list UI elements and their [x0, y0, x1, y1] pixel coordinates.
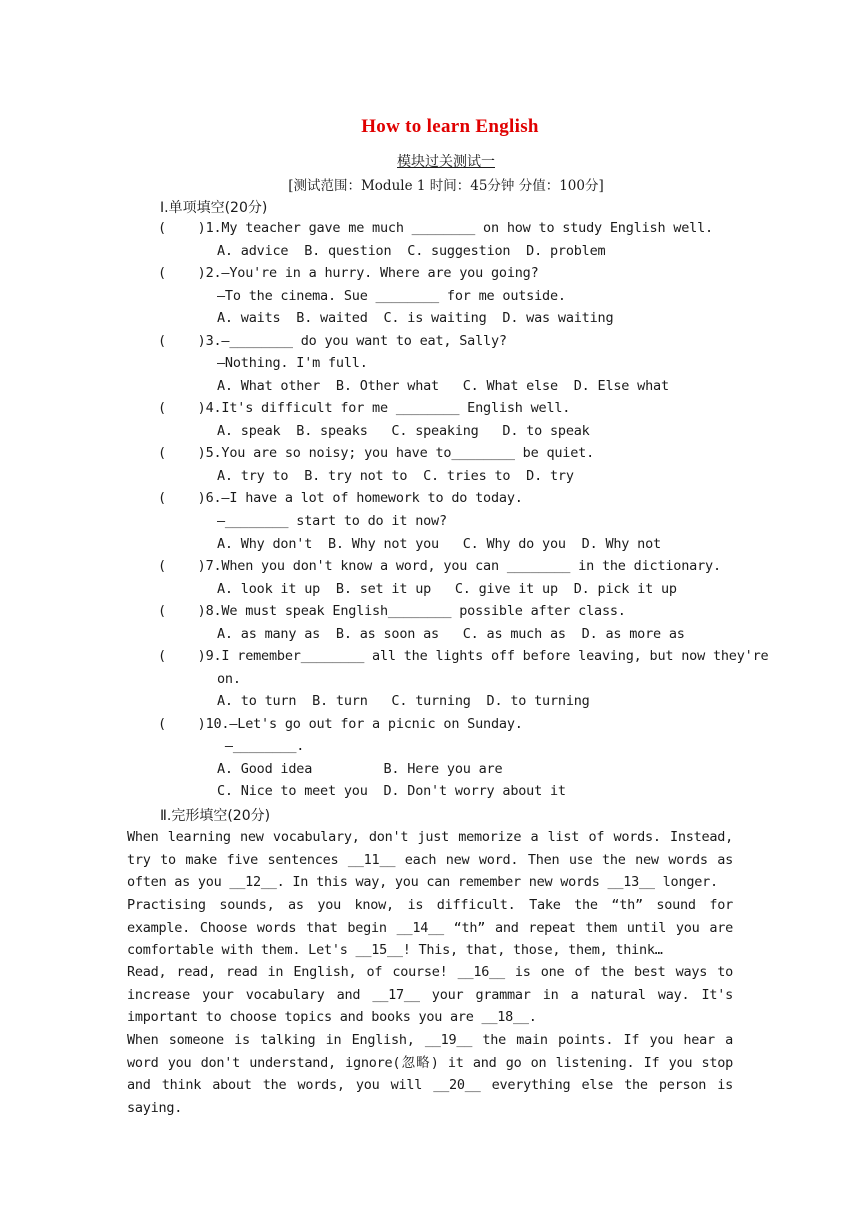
- cloze-paragraph-2: Practising sounds, as you know, is difficult. Take the “th” sound for example. Choose words that begin __14__ “th” and repeat them until you are comfortable with them. Let's __15__! This, that, those, them, think…: [127, 897, 733, 959]
- question-10-options: A. Good idea B. Here you are: [217, 761, 503, 777]
- cloze-paragraph-1: When learning new vocabulary, don't just memorize a list of words. Instead, try to make five sentences __11__ each new word. Then use the new words as often as you __12__. In this way, you can remember new words __13__ longer.: [127, 829, 733, 891]
- question-6-options: A. Why don't B. Why not you C. Why do you D. Why not: [217, 536, 661, 552]
- question-10-options-2: C. Nice to meet you D. Don't worry about it: [217, 783, 566, 799]
- question-9-stem: ( )9.I remember________ all the lights off before leaving, but now they're: [158, 648, 769, 664]
- question-7-options: A. look it up B. set it up C. give it up D. pick it up: [217, 581, 677, 597]
- question-5-stem: ( )5.You are so noisy; you have to________ be quiet.: [158, 445, 595, 461]
- test-subtitle: 模块过关测试一: [397, 154, 495, 170]
- question-10-stem: ( )10.—Let's go out for a picnic on Sunday.: [158, 716, 523, 732]
- question-7-stem: ( )7.When you don't know a word, you can ________ in the dictionary.: [158, 558, 721, 574]
- question-10-stem-2: —________.: [217, 738, 305, 754]
- question-9-stem-2: on.: [217, 671, 241, 687]
- question-1-stem: ( )1.My teacher gave me much ________ on how to study English well.: [158, 220, 713, 236]
- question-2-options: A. waits B. waited C. is waiting D. was waiting: [217, 310, 614, 326]
- question-5-options: A. try to B. try not to C. tries to D. try: [217, 468, 574, 484]
- section-heading-2: Ⅱ.完形填空(20分): [160, 808, 271, 824]
- question-8-stem: ( )8.We must speak English________ possible after class.: [158, 603, 626, 619]
- cloze-paragraph-3: Read, read, read in English, of course! __16__ is one of the best ways to increase your vocabulary and __17__ your grammar in a natural way. It's important to choose topics and books you are __18__.: [127, 964, 733, 1026]
- page-title: How to learn English: [361, 116, 539, 137]
- question-8-options: A. as many as B. as soon as C. as much as D. as more as: [217, 626, 685, 642]
- question-4-stem: ( )4.It's difficult for me ________ English well.: [158, 400, 571, 416]
- question-6-stem: ( )6.—I have a lot of homework to do today.: [158, 490, 523, 506]
- test-range: [测试范围：Module 1 时间：45分钟 分值：100分]: [288, 178, 604, 194]
- cloze-paragraph-4: When someone is talking in English, __19__ the main points. If you hear a word you don't understand, ignore(忽略) it and go on listening. If you stop and think about the words, you will __20__ everything else the person is saying.: [127, 1032, 733, 1116]
- section-heading-1: Ⅰ.单项填空(20分): [160, 200, 268, 216]
- question-4-options: A. speak B. speaks C. speaking D. to speak: [217, 423, 590, 439]
- question-9-options: A. to turn B. turn C. turning D. to turning: [217, 693, 590, 709]
- question-3-stem: ( )3.—________ do you want to eat, Sally?: [158, 333, 507, 349]
- question-2-stem-2: —To the cinema. Sue ________ for me outside.: [217, 288, 566, 304]
- question-3-options: A. What other B. Other what C. What else D. Else what: [217, 378, 669, 394]
- question-1-options: A. advice B. question C. suggestion D. problem: [217, 243, 606, 259]
- question-2-stem: ( )2.—You're in a hurry. Where are you going?: [158, 265, 539, 281]
- question-6-stem-2: —________ start to do it now?: [217, 513, 447, 529]
- question-3-stem-2: —Nothing. I'm full.: [217, 355, 368, 371]
